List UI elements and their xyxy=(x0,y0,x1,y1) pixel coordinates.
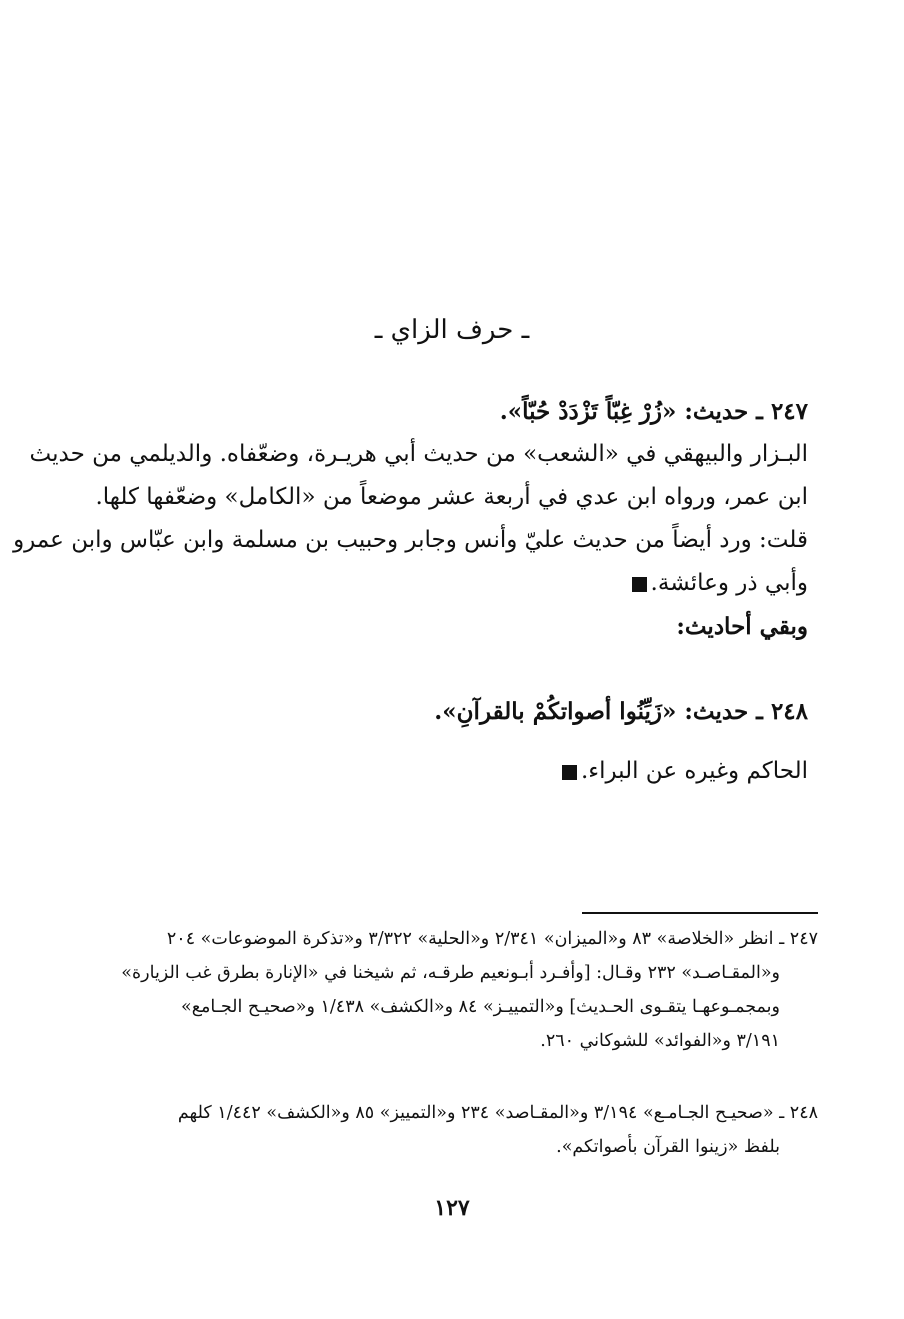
remaining-hadiths-heading: وبقي أحاديث: xyxy=(676,613,808,640)
hadith-247-line-2: ابن عمر، ورواه ابن عدي في أربعة عشر موضعاً من «الكامل» وضعّفها كلها. xyxy=(95,484,808,510)
hadith-248-line: الحاكم وغيره عن البراء. xyxy=(580,758,808,784)
end-square-icon xyxy=(562,765,577,780)
hadith-248-source xyxy=(96,750,808,793)
hadith-248-block xyxy=(96,690,808,733)
footnote-248-line-1: ٢٤٨ ـ «صحيـح الجـامـع» ٣/١٩٤ و«المقـاصد» ٢٣٤ و«التمييز» ٨٥ و«الكشف» ١/٤٤٢ كلهم xyxy=(177,1103,818,1123)
footnote-247-line-4: ٣/١٩١ و«الفوائد» للشوكاني ٢٦٠. xyxy=(540,1031,780,1051)
chapter-title: ـ حرف الزاي ـ xyxy=(374,315,530,345)
hadith-247-block xyxy=(13,390,808,648)
footnote-248 xyxy=(98,1096,818,1164)
end-square-icon xyxy=(632,577,647,592)
hadith-247-line-3: قلت: ورد أيضاً من حديث عليّ وأنس وجابر وحبيب بن مسلمة وابن عبّاس وابن عمرو xyxy=(13,527,808,553)
footnote-248-line-2: بلفظ «زينوا القرآن بأصواتكم». xyxy=(556,1137,780,1157)
hadith-248-line-wrapper xyxy=(96,750,808,793)
footnote-247-line-1: ٢٤٧ ـ انظر «الخلاصة» ٨٣ و«الميزان» ٢/٣٤١ و«الحلية» ٣/٣٢٢ و«تذكرة الموضوعات» ٢٠٤ xyxy=(166,929,818,949)
hadith-247-line-4-wrapper xyxy=(96,562,808,605)
hadith-247-line-4: وأبي ذر وعائشة. xyxy=(650,570,808,596)
hadith-248-heading: ٢٤٨ ـ حديث: «زَيِّنُوا أصواتكُمْ بالقرآنِ». xyxy=(434,698,808,725)
hadith-247-line-1: البـزار والبيهقي في «الشعب» من حديث أبي هريـرة، وضعّفاه. والديلمي من حديث xyxy=(29,441,808,467)
page-number: ١٢٧ xyxy=(434,1195,470,1221)
footnote-divider xyxy=(582,912,818,914)
hadith-247-heading: ٢٤٧ ـ حديث: «زُرْ غِبّاً تَزْدَدْ حُبّاً». xyxy=(499,398,808,425)
footnote-247-line-2: و«المقـاصـد» ٢٣٢ وقـال: [وأفـرد أبـونعيم طرقـه، ثم شيخنا في «الإنارة بطرق غب الزيارة» xyxy=(121,963,780,983)
footnote-247 xyxy=(98,922,818,1058)
footnote-247-line-3: وبمجمـوعهـا يتقـوى الحـديث] و«التمييـز» ٨٤ و«الكشف» ١/٤٣٨ و«صحيـح الجـامع» xyxy=(181,997,780,1017)
